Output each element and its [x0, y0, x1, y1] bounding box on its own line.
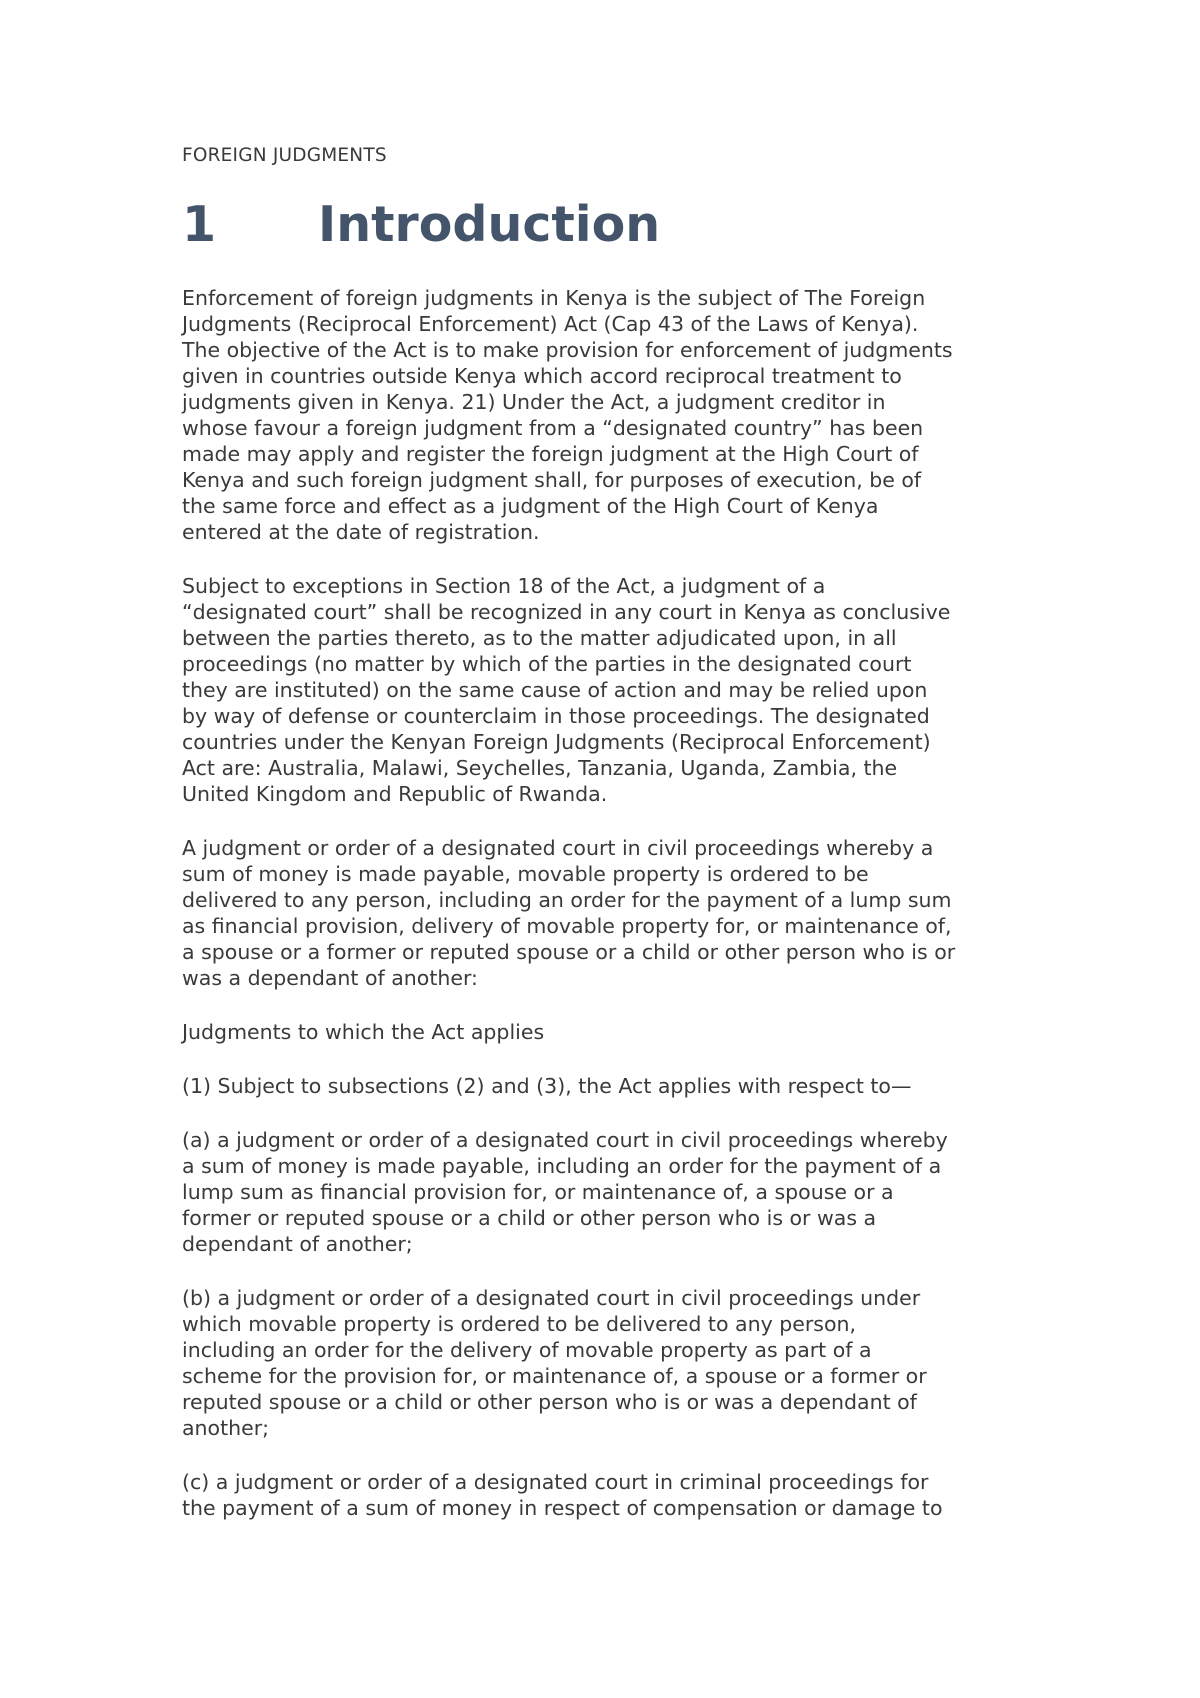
- paragraph: (c) a judgment or order of a designated court in criminal proceedings for the payment of a sum of money in respect of compensation or damage to: [182, 1470, 943, 1520]
- paragraph: Subject to exceptions in Section 18 of the Act, a judgment of a “designated court” shall be recognized in any court in Kenya as conclusive between the parties thereto, as to the matter adjudicated upon, in all proceedings (no matter by which of the parties in the designated court they are instituted) on the same cause of action and may be relied upon by way of defense or counterclaim in those proceedings. The designated countries under the Kenyan Foreign Judgments (Reciprocal Enforcement) Act are: Australia, Malawi, Seychelles, Tanzania, Uganda, Zambia, the United Kingdom and Republic of Rwanda.: [182, 574, 951, 806]
- section-title: Introduction: [318, 196, 661, 253]
- subheading-paragraph: Judgments to which the Act applies: [182, 1020, 545, 1044]
- document-body: [182, 285, 1027, 1549]
- paragraph: (a) a judgment or order of a designated court in civil proceedings whereby a sum of money is made payable, including an order for the payment of a lump sum as financial provision for, or maintenance of, a spouse or a former or reputed spouse or a child or other person who is or was a dependant of another;: [182, 1128, 948, 1256]
- document-label: FOREIGN JUDGMENTS: [182, 145, 387, 166]
- paragraph: A judgment or order of a designated court in civil proceedings whereby a sum of money is made payable, movable property is ordered to be delivered to any person, including an order for the payment of a lump sum as financial provision, delivery of movable property for, or maintenance of, a spouse or a former or reputed spouse or a child or other person who is or was a dependant of another:: [182, 836, 956, 990]
- paragraph: (1) Subject to subsections (2) and (3), the Act applies with respect to—: [182, 1074, 912, 1098]
- section-heading: [182, 196, 660, 255]
- paragraph: (b) a judgment or order of a designated court in civil proceedings under which movable property is ordered to be delivered to any person, including an order for the delivery of movable property as part of a scheme for the provision for, or maintenance of, a spouse or a former or reputed spouse or a child or other person who is or was a dependant of another;: [182, 1286, 927, 1440]
- section-number: 1: [182, 196, 217, 253]
- paragraph: Enforcement of foreign judgments in Kenya is the subject of The Foreign Judgments (Reciprocal Enforcement) Act (Cap 43 of the Laws of Kenya). The objective of the Act is to make provision for enforcement of judgments given in countries outside Kenya which accord reciprocal treatment to judgments given in Kenya. 21) Under the Act, a judgment creditor in whose favour a foreign judgment from a “designated country” has been made may apply and register the foreign judgment at the High Court of Kenya and such foreign judgment shall, for purposes of execution, be of the same force and effect as a judgment of the High Court of Kenya entered at the date of registration.: [182, 286, 953, 544]
